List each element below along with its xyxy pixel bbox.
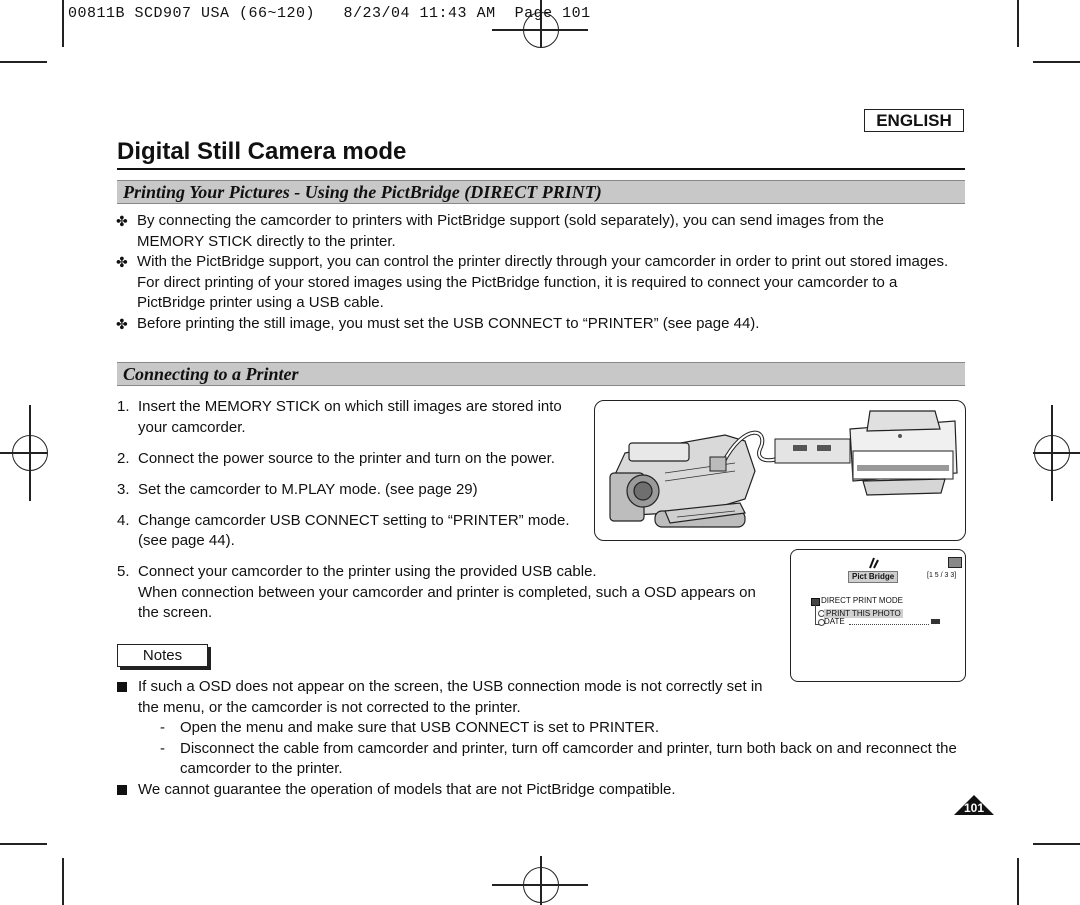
step-text: Connect your camcorder to the printer using the provided USB cable. — [138, 563, 597, 580]
notes-label: Notes — [117, 644, 208, 667]
crop-mark — [1017, 0, 1019, 47]
step-text: When connection between your camcorder and printer is completed, such a OSD appears on — [138, 583, 756, 601]
dash-bullet: - — [160, 739, 165, 757]
step-text: (see page 44). — [138, 532, 235, 549]
note-text: the menu, or the camcorder is not corrected to the printer. — [138, 698, 521, 716]
notes-list — [117, 677, 977, 800]
camcorder-printer-illustration-svg — [595, 401, 965, 540]
square-bullet-icon — [117, 682, 127, 692]
sub-list-item — [117, 718, 977, 739]
bullet-text: MEMORY STICK directly to the printer. — [137, 232, 396, 250]
step-text: your camcorder. — [138, 418, 246, 436]
osd-leader-dots — [849, 624, 929, 625]
bullet-icon: ✤ — [116, 254, 128, 270]
section-title: Printing Your Pictures - Using the PictBridge (DIRECT PRINT) — [123, 182, 602, 202]
section-header-connecting — [117, 362, 965, 386]
osd-tree-line — [815, 605, 816, 625]
osd-menu-title: DIRECT PRINT MODE — [821, 596, 903, 605]
bullet-text: Before printing the still image, you must set the USB CONNECT to “PRINTER” (see page 44). — [137, 314, 760, 332]
osd-option-date[interactable]: DATE — [824, 617, 845, 626]
note-text: We cannot guarantee the operation of models that are not PictBridge compatible. — [138, 780, 676, 798]
step-number: 1. — [117, 398, 130, 415]
list-item — [117, 780, 977, 801]
note-text: Open the menu and make sure that USB CONNECT is set to PRINTER. — [180, 719, 660, 736]
crop-mark — [62, 858, 64, 905]
osd-option-print-photo[interactable]: PRINT THIS PHOTO — [826, 609, 901, 618]
step-number: 2. — [117, 449, 130, 467]
dash-bullet: - — [160, 719, 165, 736]
note-text: Disconnect the cable from camcorder and printer, turn off camcorder and printer, turn both back on and reconnect the — [180, 739, 957, 757]
step-text: Change camcorder USB CONNECT setting to “PRINTER” mode. — [138, 511, 570, 529]
step-text: the screen. — [138, 604, 213, 621]
step-item — [117, 562, 777, 624]
bullet-icon: ✤ — [116, 213, 128, 229]
list-item — [116, 211, 976, 252]
bullet-icon: ✤ — [116, 315, 128, 332]
bullet-text: By connecting the camcorder to printers with PictBridge support (sold separately), you can send images from the — [137, 212, 885, 229]
camcorder-printer-illustration — [594, 400, 966, 541]
crop-mark — [0, 61, 47, 63]
step-number: 3. — [117, 480, 130, 498]
square-bullet-icon — [117, 785, 127, 795]
list-item — [116, 252, 976, 314]
crop-mark — [1033, 61, 1080, 63]
page-title: Digital Still Camera mode — [117, 138, 407, 165]
crop-mark — [1017, 858, 1019, 905]
step-text: Set the camcorder to M.PLAY mode. (see page 29) — [138, 480, 478, 498]
page-number-badge — [952, 793, 996, 817]
osd-counter: [1 5 / 3 3] — [927, 572, 957, 579]
bullet-text: For direct printing of your stored images using the PictBridge function, it is required to connect your camcorder to a — [137, 273, 898, 291]
bullet-text: PictBridge printer using a USB cable. — [137, 294, 384, 311]
print-header: 00811B SCD907 USA (66~120) 8/23/04 11:43 AM Page 101 — [68, 5, 591, 22]
step-number: 5. — [117, 563, 130, 580]
sub-list-item — [117, 739, 977, 780]
intro-bullet-list — [116, 211, 976, 334]
crop-mark — [1033, 843, 1080, 845]
pictbridge-logo-icon — [867, 556, 881, 570]
crop-mark — [0, 843, 47, 845]
note-text: camcorder to the printer. — [180, 760, 343, 777]
section-title: Connecting to a Printer — [123, 364, 299, 384]
list-item — [117, 677, 977, 718]
step-text: Connect the power source to the printer and turn on the power. — [138, 449, 555, 467]
page-number: 101 — [963, 801, 985, 815]
step-number: 4. — [117, 511, 130, 529]
osd-brand-label: Pict Bridge — [848, 571, 898, 583]
step-text: Insert the MEMORY STICK on which still images are stored into — [138, 398, 562, 415]
osd-value-icon — [931, 619, 940, 624]
note-text: If such a OSD does not appear on the screen, the USB connection mode is not correctly set in — [138, 678, 763, 695]
osd-screen — [790, 549, 966, 682]
section-header-pictbridge — [117, 180, 965, 204]
memory-stick-icon — [948, 557, 962, 568]
crop-mark — [62, 0, 64, 47]
list-item — [116, 314, 976, 335]
language-tab: ENGLISH — [864, 109, 964, 132]
title-divider — [117, 168, 965, 170]
bullet-text: With the PictBridge support, you can control the printer directly through your camcorder in order to print out stored images. — [137, 253, 949, 270]
